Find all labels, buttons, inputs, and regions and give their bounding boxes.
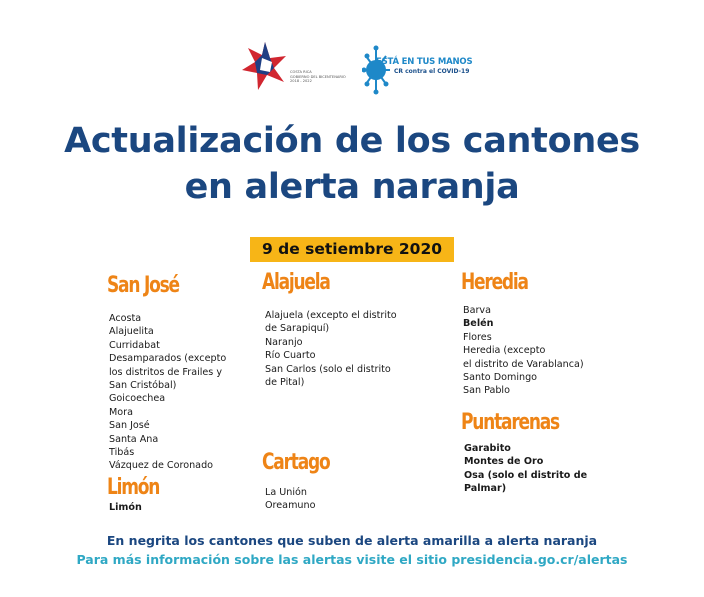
list-item: Mora xyxy=(109,406,133,418)
puntarenas-list xyxy=(464,442,587,496)
list-item: Alajuelita xyxy=(109,326,154,338)
gov-text-line: 2018 - 2022 xyxy=(290,79,312,84)
heredia-list xyxy=(463,304,584,398)
province-heading-puntarenas: Puntarenas xyxy=(461,410,559,435)
more-info-text: Para más información sobre las alertas visite el sitio presidencia.go.cr/alertas xyxy=(76,552,628,567)
list-item: Montes de Oro xyxy=(464,456,544,468)
covid-subslogan: CR contra el COVID-19 xyxy=(394,68,470,75)
list-item: Santo Domingo xyxy=(463,371,538,383)
alajuela-list xyxy=(265,309,397,389)
gov-text-line: GOBIERNO DEL BICENTENARIO xyxy=(290,74,346,79)
list-item: Oreamuno xyxy=(265,500,316,512)
covid-slogan: ESTÁ EN TUS MANOS xyxy=(376,57,473,67)
list-item: Belén xyxy=(463,318,494,330)
province-heading-alajuela: Alajuela xyxy=(262,270,330,295)
page-title xyxy=(0,118,704,210)
list-item: Santa Ana xyxy=(109,433,159,445)
list-item: Alajuela (excepto el distrito xyxy=(265,310,397,321)
limon-list xyxy=(109,501,142,514)
list-item: Desamparados (excepto xyxy=(109,353,227,365)
list-item: San Carlos (solo el distrito xyxy=(265,363,391,375)
province-heading-limon: Limón xyxy=(107,475,160,500)
list-item: San José xyxy=(109,420,150,432)
list-item: de Sarapiquí) xyxy=(265,323,330,335)
government-logo-text xyxy=(290,70,360,84)
list-item: Goicoechea xyxy=(109,393,166,405)
province-heading-san-jose: San José xyxy=(107,273,179,298)
bold-legend-note: En negrita los cantones que suben de alerta amarilla a alerta naranja xyxy=(106,533,598,548)
list-item: los distritos de Frailes y xyxy=(109,366,223,378)
cartago-list xyxy=(265,486,315,513)
list-item: La Unión xyxy=(265,487,307,498)
list-item: Tibás xyxy=(109,446,135,458)
list-item: Río Cuarto xyxy=(265,350,316,362)
list-item: Garabito xyxy=(464,443,511,454)
title-line-1: Actualización de los cantones xyxy=(64,121,640,161)
title-line-2: en alerta naranja xyxy=(184,167,520,207)
province-heading-heredia: Heredia xyxy=(461,270,528,295)
list-item: de Pital) xyxy=(265,376,305,388)
government-star-logo xyxy=(240,40,290,92)
province-heading-cartago: Cartago xyxy=(262,450,330,475)
list-item: Naranjo xyxy=(265,336,303,348)
list-item: Heredia (excepto xyxy=(463,345,546,357)
list-item: Flores xyxy=(463,331,492,343)
list-item: Barva xyxy=(463,305,491,316)
list-item: Osa (solo el distrito de xyxy=(464,469,588,481)
date-badge: 9 de setiembre 2020 xyxy=(250,237,454,262)
gov-text-line: COSTA RICA xyxy=(290,70,312,74)
list-item: San Pablo xyxy=(463,385,510,397)
san-jose-list xyxy=(109,312,226,473)
list-item: San Cristóbal) xyxy=(109,379,177,391)
list-item: Palmar) xyxy=(464,483,507,495)
list-item: Limón xyxy=(109,502,142,513)
list-item: Curridabat xyxy=(109,339,160,351)
list-item: Acosta xyxy=(109,313,142,324)
list-item: el distrito de Varablanca) xyxy=(463,358,584,370)
list-item: Vázquez de Coronado xyxy=(109,460,214,472)
